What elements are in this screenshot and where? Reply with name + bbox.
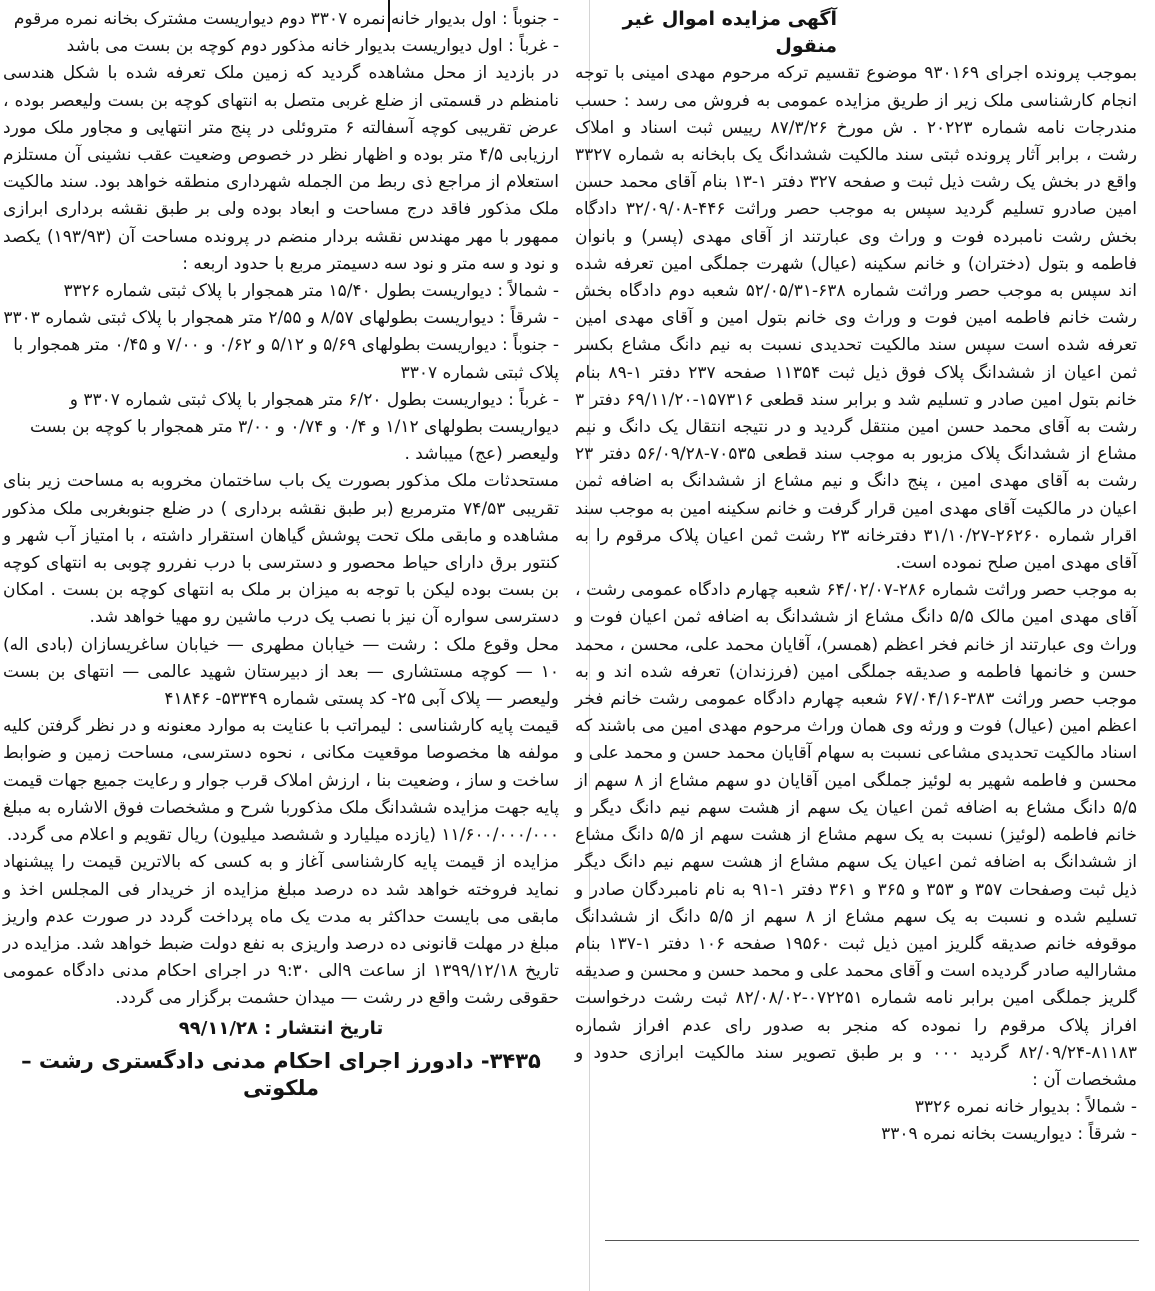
inspection-paragraph: در بازدید از محل مشاهده گردید که زمین ملک تعرفه شده با شکل هندسی نامنظم در قسمتی از ضلع غربی متصل به انتهای کوچه بن بست ولیعصر بوده ، عرض تقریبی کوچه آسفالته ۶ متروئلی در پنج متر انتهایی و مجاور ملک مورد ارزیابی ۴/۵ متر بوده و اظهار نظر در خصوص وضعیت عقب نشینی آن مستلزم استعلام از مراجع ذی ربط من الجمله شهرداری منطقه خواهد بود. سند مالکیت ملک مذکور فاقد درج مساحت و ابعاد بوده ولی بر طبق نقشه برداری ابرازی ممهور با مهر مهندس نقشه بردار منضم در پرونده مساحت آن (۱۹۳/۹۳) یکصد و نود و سه متر و نود سه دسیمتر مربع با حدود اربعه : [3, 63, 559, 274]
survey-boundary-north: - شمالاً : دیواریست بطول ۱۵/۴۰ متر همجوار با پلاک ثبتی شماره ۳۳۲۶ [63, 281, 559, 302]
survey-boundary-east: - شرقاً : دیواریست بطولهای ۸/۵۷ و ۲/۵۵ متر همجوار با پلاک ثبتی شماره ۳۳۰۳ [3, 308, 559, 329]
boundary-north: - شمالاً : بدیوار خانه نمره ۳۳۲۶ [914, 1097, 1137, 1118]
notice-paragraph-1: بموجب پرونده اجرای ۹۳۰۱۶۹ موضوع تقسیم ترکه مرحوم مهدی امینی با توجه انجام کارشناسی ملک زیر از طریق مزایده عمومی به فروش می رسد : حسب مندرجات نامه شماره ۲۰۲۲۳ . ش مورخ ۸۷/۳/۲۶ رییس ثبت اسناد و املاک رشت ، برابر آثار پرونده ثبتی سند مالکیت ششدانگ یک بابخانه به شماره ۳۳۲۷ واقع در بخش یک رشت ذیل ثبت و صفحه ۳۲۷ دفتر ۱-۱۳ بنام آقای محمد حسن امین صادرو تسلیم گردید سپس به موجب حصر وراثت ۴۴۶-۳۲/۰۹/۰۸ دادگاه بخش رشت نامبرده فوت و وراث وی عبارتند از آقای مهدی (پسر) و بانوان فاطمه و بتول (دختران) و خانم سکینه (عیال) شهرت جملگی امین تعرفه شده اند سپس به موجب حصر وراثت شماره ۶۳۸-۵۲/۰۵/۳۱ شعبه دوم دادگاه بخش رشت خانم فاطمه امین فوت و وراث وی خانم بتول امین و آقای مهدی امین تعرفه شده است سپس سند مالکیت تحدیدی نسبت به نیم دانگ مشاع بکسر ثمن اعیان از ششدانگ پلاک فوق ذیل ثبت ۱۱۳۵۴ صفحه ۲۳۷ دفتر ۱-۸۹ بنام خانم بتول امین صادر و تسلیم شد و برابر سند قطعی ۱۵۷۳۱۶-۶۹/۱۱/۲۰ دفتر ۳ رشت به آقای محمد حسن امین منتقل گردید و در نتیجه انتقال یک دانگ و نیم مشاع از ششدانگ پلاک مزبور به موجب سند قطعی ۷۰۵۳۵-۵۶/۰۹/۲۸ دفتر ۲۳ رشت به آقای مهدی امین ، پنج دانگ و نیم مشاع از ششدانگ به اضافه ثمن اعیان در مالکیت آقای مهدی امین قرار گرفت و خانم سکینه امین به موجب سند اقرار شماره ۲۶۲۶۰-۳۱/۱۰/۲۷ دفترخانه ۲۳ رشت ثمن اعیان پلاک مرقوم را به آقای مهدی امین صلح نموده است. [575, 63, 1138, 574]
boundary-west: - غرباً : اول دیواریست بدیوار خانه مذکور دوم کوچه بن بست می باشد [66, 36, 559, 57]
survey-boundary-south: - جنوباً : دیواریست بطولهای ۵/۶۹ و ۵/۱۲ و ۰/۶۲ و ۷/۰۰ و ۰/۴۵ متر همجوار با پلاک ثبتی شماره ۳۳۰۷ [13, 335, 559, 383]
notice-title: آگهی مزایده اموال غیر منقول [622, 8, 837, 58]
survey-boundary-west: - غرباً : دیواریست بطول ۶/۲۰ متر همجوار با پلاک ثبتی شماره ۳۳۰۷ و دیواریست بطولهای ۱/۱۲ و ۰/۴ و ۰/۷۴ و ۳/۰۰ متر همجوار با کوچه بن بست ولیعصر (عج) میباشد . [29, 389, 559, 465]
auction-terms-paragraph: مزایده از قیمت پایه کارشناسی آغاز و به کسی که بالاترین قیمت را پیشنهاد نماید فروخته خواهد شد ده درصد مبلغ مزایده از خریدار فی المجلس اخذ و مابقی می بایست حداکثر به مدت یک ماه پرداخت گردد در صورت عدم واریز مبلغ در مهلت قانونی ده درصد واریزی به نفع دولت ضبط خواهد شد. مزایده در تاریخ ۱۳۹۹/۱۲/۱۸ از ساعت ۹الی ۹:۳۰ در اجرای احکام مدنی دادگاه عمومی حقوقی رشت واقع در رشت — میدان حشمت برگزار می گردد. [3, 852, 560, 1009]
notice-paragraph-2: به موجب حصر وراثت شماره ۲۸۶-۶۴/۰۲/۰۷ شعبه چهارم دادگاه عمومی رشت ، آقای مهدی امین مالک ۵/۵ دانگ مشاع از ششدانگ به اضافه ثمن اعیان فوت و وراث وی عبارتند از خانم فخر اعظم (همسر)، آقایان محمد علی، محسن ، محمد حسن و خانمها فاطمه و صدیقه جملگی امین (فرزندان) تعرفه شده اند و به موجب حصر وراثت ۳۸۳-۶۷/۰۴/۱۶ شعبه چهارم دادگاه عمومی رشت خانم فخر اعظم امین (عیال) فوت و ورثه وی همان وراث مرحوم مهدی امین می باشند که اسناد مالکیت تحدیدی مشاعی نسبت به سهام آقایان محمد حسن و محمد علی و محسن و فاطمه شهیر به لوئیز جملگی امین آقایان دو سهم مشاع از ۸ سهم از ۵/۵ دانگ مشاع به اضافه ثمن اعیان یک سهم از هشت سهم نیم دانگ دیگر و خانم فاطمه (لوئیز) نسبت به یک سهم مشاع از هشت سهم از ۵/۵ دانگ مشاع از ششدانگ به اضافه ثمن اعیان یک سهم مشاع از هشت سهم نیم دانگ دیگر ذیل ثبت وصفحات ۳۵۷ و ۳۵۳ و ۳۶۵ و ۳۶۱ دفتر ۱-۹۱ به نام نامبردگان صادر و تسلیم شده و نسبت به یک سهم مشاع از ۸ سهم از ۵/۵ دانگ از ششدانگ موقوفه خانم صدیقه گلریز امین ذیل ثبت ۱۹۵۶۰ صفحه ۱۰۶ دفتر ۱-۱۳۷ بنام مشارالیه صادر گردیده است و آقای محمد علی و محمد حسن و محسن و صدیقه گلریز جملگی امین برابر نامه شماره ۰۷۲۲۵۱-۸۲/۰۸/۰۲ ثبت رشت درخواست افراز پلاک مرقوم را نموده که منجر به صدور رای عدم افراز شماره ۸۱۱۸۳-۸۲/۰۹/۲۴ گردید ۰۰۰ و بر طبق تصویر سند مالکیت ابرازی حدود و مشخصات آن : [575, 580, 1137, 1090]
buildings-paragraph: مستحدثات ملک مذکور بصورت یک باب ساختمان مخروبه به مساحت زیر بنای تقریبی ۷۴/۵۳ مترمربع (بر طبق نقشه برداری ) در ضلع جنوبغربی ملک مذکور مشاهده و مابقی ملک تحت پوشش گیاهان استقرار داشته ، با امتیاز آب شهر و کنتور برق دارای حیاط محصور و دسترسی با درب نفررو چوبی به انتهای کوچه بن بست بوده لیکن با توجه به میزان بر ملک به انتهای کوچه بن بست . امکان دسترسی سواره آن نیز با نصب یک درب ماشین رو مهیا خواهد شد. [3, 471, 559, 628]
right-column [575, 6, 1137, 1149]
publication-date: تاریخ انتشار : ۹۹/۱۱/۲۸ [178, 1017, 384, 1039]
bottom-rule [605, 1240, 1139, 1241]
left-column [3, 6, 559, 1102]
signature: ۳۴۳۵- دادورز اجرای احکام مدنی دادگستری رشت – ملکوتی [21, 1048, 541, 1100]
boundary-east: - شرقاً : دیواریست بخانه نمره ۳۳۰۹ [881, 1124, 1137, 1145]
boundary-south: - جنوباً : اول بدیوار خانه نمره ۳۳۰۷ دوم دیواریست مشترک بخانه نمره مرقوم [13, 9, 559, 29]
price-paragraph: قیمت پایه کارشناسی : لیمراتب با عنایت به موارد معنونه و در نظر گرفتن کلیه مولفه ها مخصوصا موقعیت مکانی ، نحوه دسترسی، مساحت زمین و ضوابط ساخت و ساز ، وضعیت بنا ، ارزش املاک قرب جوار و رعایت جمیع جهات قیمت پایه جهت مزایده ششدانگ ملک مذکوربا شرح و مشخصات فوق الاشاره به مبلغ ۱۱/۶۰۰/۰۰۰/۰۰۰ (یازده میلیارد و ششصد میلیون) ریال تقویم و اعلام می گردد. [2, 716, 559, 846]
location-paragraph: محل وقوع ملک : رشت — خیابان مطهری — خیابان ساغریسازان (بادی اله) ۱۰ — کوچه مستشاری — بعد از دبیرستان شهید عالمی — انتهای بن بست ولیعصر — پلاک آبی ۲۵- کد پستی شماره ۵۳۳۴۹- ۴۱۸۴۶ [3, 634, 559, 710]
